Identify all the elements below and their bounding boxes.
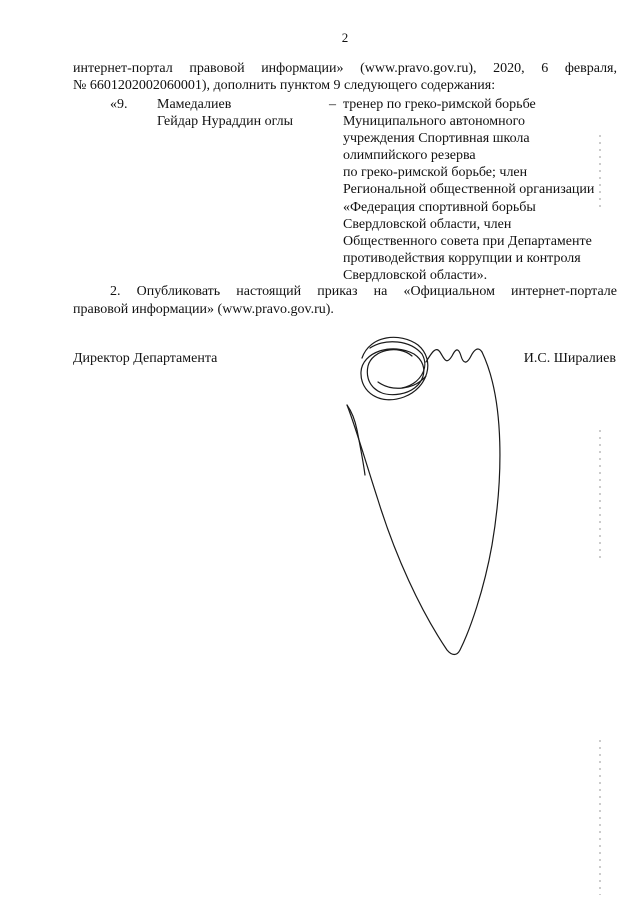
- paragraph-2-line-2: правовой информации» (www.pravo.gov.ru).: [73, 301, 334, 317]
- item-dash: –: [329, 97, 336, 112]
- item-number: «9.: [110, 97, 128, 112]
- item-desc-line: противодействия коррупции и контроля: [343, 250, 581, 266]
- item-desc-line: тренер по греко-римской борьбе: [343, 97, 536, 112]
- intro-line-2: № 6601202002060001), дополнить пунктом 9 следующего содержания:: [73, 78, 496, 93]
- item-desc-line: «Федерация спортивной борьбы: [343, 199, 536, 215]
- item-desc-line: Муниципального автономного: [343, 114, 526, 130]
- page-number: 2: [341, 30, 349, 45]
- item-desc-line: по греко-римской борьбе; член: [343, 165, 528, 181]
- item-desc-line: олимпийского резерва: [343, 148, 476, 164]
- intro-line-1: интернет-портал правовой информации» (www.pravo.gov.ru), 2020, 6 февраля,: [73, 61, 617, 76]
- item-name-line: Мамедалиев: [157, 97, 232, 112]
- item-desc-line: Общественного совета при Департаменте: [343, 233, 592, 249]
- intro-paragraph: [73, 60, 617, 94]
- item-description: [343, 96, 633, 284]
- item-desc-line: Свердловской области, член: [343, 216, 512, 232]
- signer-position: Директор Департамента: [73, 351, 218, 366]
- item-desc-line: Свердловской области».: [343, 267, 488, 283]
- paragraph-2-line-1: 2. Опубликовать настоящий приказ на «Официальном интернет-портале: [110, 284, 617, 299]
- item-name-line: Гейдар Нураддин оглы: [157, 114, 294, 130]
- item-person-name: [157, 96, 293, 130]
- item-desc-line: Региональной общественной организации: [343, 182, 595, 198]
- paragraph-2: [73, 283, 617, 318]
- signer-name: И.С. Ширалиев: [523, 351, 616, 366]
- item-desc-line: учреждения Спортивная школа: [343, 131, 530, 147]
